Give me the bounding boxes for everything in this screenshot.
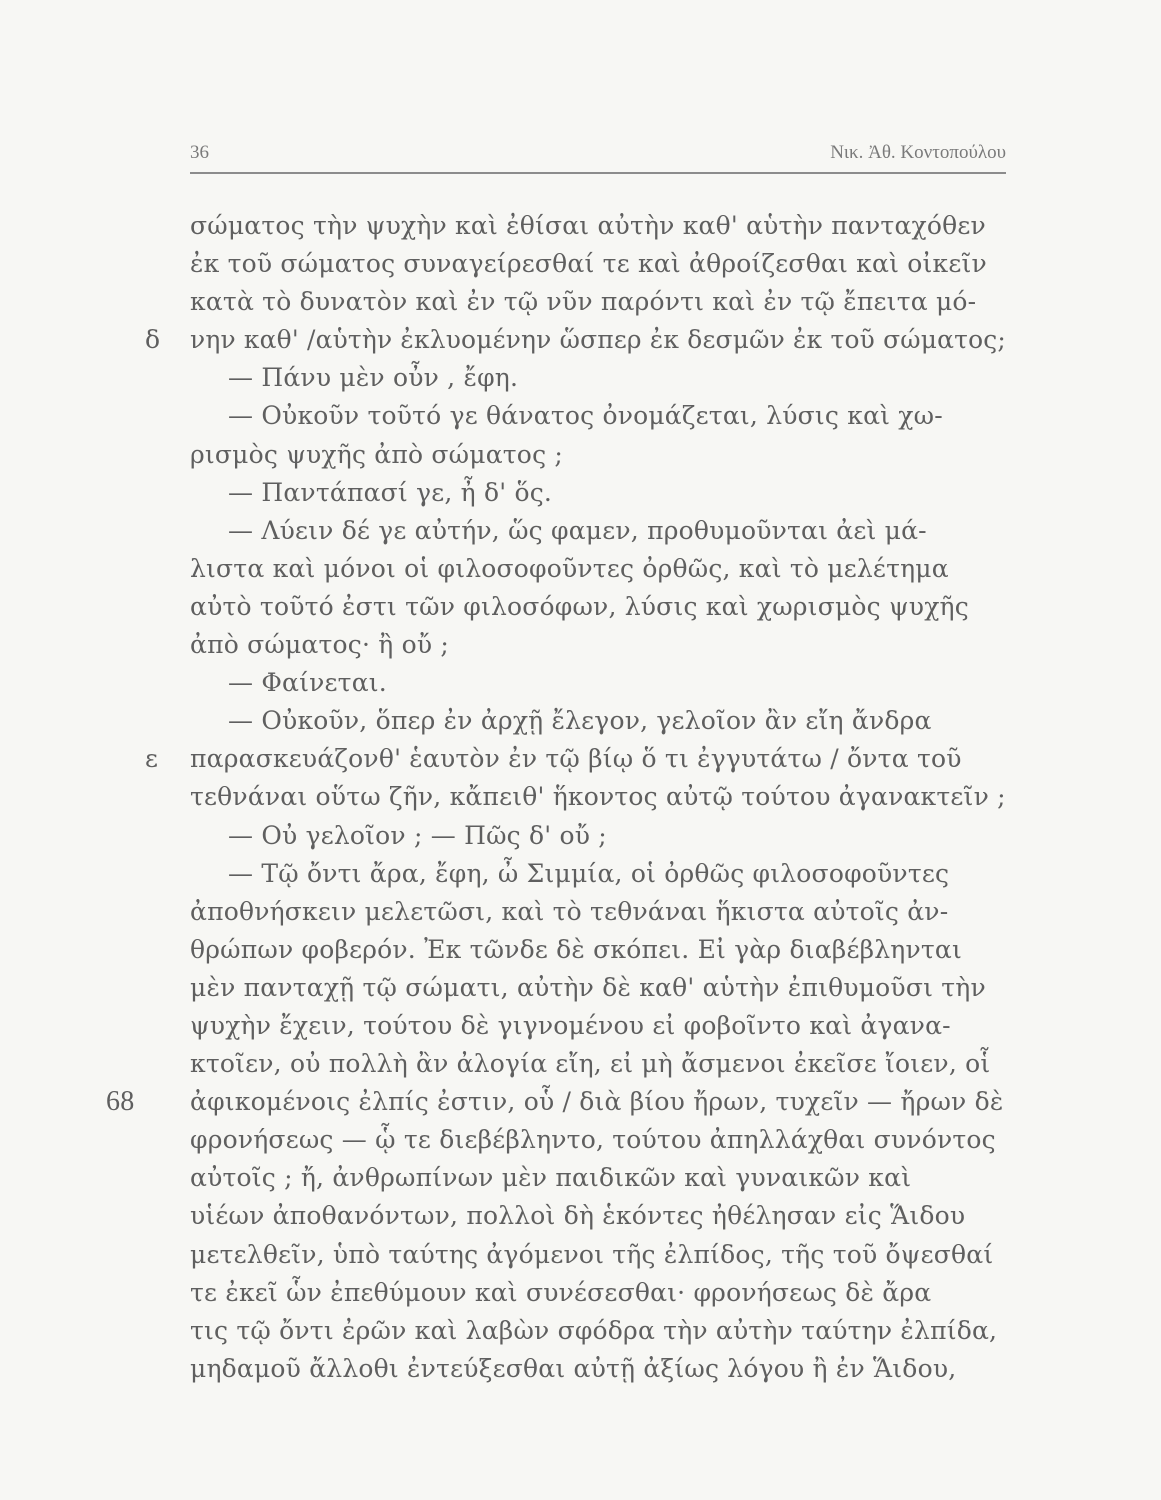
text-line: 68 ἀφικομένοις ἐλπίς ἐστιν, οὗ / διὰ βίου ἤρων, τυχεῖν — ἤρων δὲ <box>0 1083 1161 1121</box>
text-line: δ νην καθ' /αὑτὴν ἐκλυομένην ὥσπερ ἐκ δεσμῶν ἐκ τοῦ σώματος; <box>0 321 1161 359</box>
body-text <box>0 207 1161 1388</box>
text-line: φρονήσεως — ᾧ τε διεβέβληντο, τούτου ἀπηλλάχθαι συνόντος <box>190 1125 996 1155</box>
text-line: — Οὐ γελοῖον ; — Πῶς δ' οὔ ; <box>228 820 607 850</box>
text-line: — Φαίνεται. <box>228 668 387 698</box>
text-line: ἀπὸ σώματος· ἢ οὔ ; <box>190 630 450 660</box>
text-line: — Πάνυ μὲν οὖν , ἔφη. <box>228 363 519 393</box>
text-line: ε παρασκευάζονθ' ἑαυτὸν ἐν τῷ βίῳ ὅ τι ἐγγυτάτω / ὄντα τοῦ <box>0 740 1161 778</box>
text-line: τεθνάναι οὕτω ζῆν, κἄπειθ' ἥκοντος αὐτῷ τούτου ἀγανακτεῖν ; <box>190 782 1006 812</box>
text-line: τε ἐκεῖ ὧν ἐπεθύμουν καὶ συνέσεσθαι· φρονήσεως δὲ ἄρα <box>190 1277 932 1307</box>
text-line: μετελθεῖν, ὑπὸ ταύτης ἀγόμενοι τῆς ἐλπίδος, τῆς τοῦ ὄψεσθαί <box>190 1239 994 1269</box>
margin-mark-epsilon: ε <box>145 744 159 774</box>
text-line: — Παντάπασί γε, ἦ δ' ὅς. <box>228 477 553 507</box>
text-line: ἀποθνήσκειν μελετῶσι, καὶ τὸ τεθνάναι ἥκιστα αὐτοῖς ἀν- <box>190 896 949 926</box>
text-line: κτοῖεν, οὐ πολλὴ ἂν ἀλογία εἴη, εἰ μὴ ἄσμενοι ἐκεῖσε ἴοιεν, οἷ <box>190 1049 991 1079</box>
text-line: κατὰ τὸ δυνατὸν καὶ ἐν τῷ νῦν παρόντι καὶ ἐν τῷ ἔπειτα μό- <box>190 287 977 317</box>
margin-page-number-68: 68 <box>106 1086 135 1118</box>
text-line: τις τῷ ὄντι ἐρῶν καὶ λαβὼν σφόδρα τὴν αὐτὴν ταύτην ἐλπίδα, <box>190 1315 998 1345</box>
text-line: υἱέων ἀποθανόντων, πολλοὶ δὴ ἑκόντες ἠθέλησαν εἰς Ἅιδου <box>190 1201 966 1231</box>
text-line: αὐτοῖς ; ἤ, ἀνθρωπίνων μὲν παιδικῶν καὶ γυναικῶν καὶ <box>190 1163 912 1193</box>
text-line: θρώπων φοβερόν. Ἐκ τῶνδε δὲ σκόπει. Εἰ γὰρ διαβέβληνται <box>190 934 962 964</box>
text-line: ψυχὴν ἔχειν, τούτου δὲ γιγνομένου εἰ φοβοῖντο καὶ ἀγανα- <box>190 1010 951 1040</box>
text-line: — Λύειν δέ γε αὐτήν, ὥς φαμεν, προθυμοῦνται ἀεὶ μά- <box>228 515 927 545</box>
text-line: λιστα καὶ μόνοι οἱ φιλοσοφοῦντες ὀρθῶς, καὶ τὸ μελέτημα <box>190 553 949 583</box>
text-line: αὐτὸ τοῦτό ἐστι τῶν φιλοσόφων, λύσις καὶ χωρισμὸς ψυχῆς <box>190 591 969 621</box>
text-line: — Οὐκοῦν, ὅπερ ἐν ἀρχῇ ἔλεγον, γελοῖον ἂν εἴη ἄνδρα <box>228 706 932 736</box>
page-header <box>190 138 1006 174</box>
text-line: μὲν πανταχῇ τῷ σώματι, αὐτὴν δὲ καθ' αὑτὴν ἐπιθυμοῦσι τὴν <box>190 972 986 1002</box>
text-line: — Τῷ ὄντι ἄρα, ἔφη, ὦ Σιμμία, οἱ ὀρθῶς φιλοσοφοῦντες <box>228 858 950 888</box>
text-line: σώματος τὴν ψυχὴν καὶ ἐθίσαι αὐτὴν καθ' αὑτὴν πανταχόθεν <box>190 211 986 240</box>
text-line: — Οὐκοῦν τοῦτό γε θάνατος ὀνομάζεται, λύσις καὶ χω- <box>228 401 943 431</box>
running-head: Νικ. Ἀθ. Κοντοπούλου <box>830 142 1006 163</box>
text-line: ἐκ τοῦ σώματος συναγείρεσθαί τε καὶ ἀθροίζεσθαι καὶ οἰκεῖν <box>190 249 987 279</box>
text-line: ρισμὸς ψυχῆς ἀπὸ σώματος ; <box>190 439 564 469</box>
text-line: μηδαμοῦ ἄλλοθι ἐντεύξεσθαι αὐτῇ ἀξίως λόγου ἢ ἐν Ἅιδου, <box>190 1353 957 1383</box>
margin-mark-delta: δ <box>145 325 161 355</box>
page-number: 36 <box>190 142 209 163</box>
